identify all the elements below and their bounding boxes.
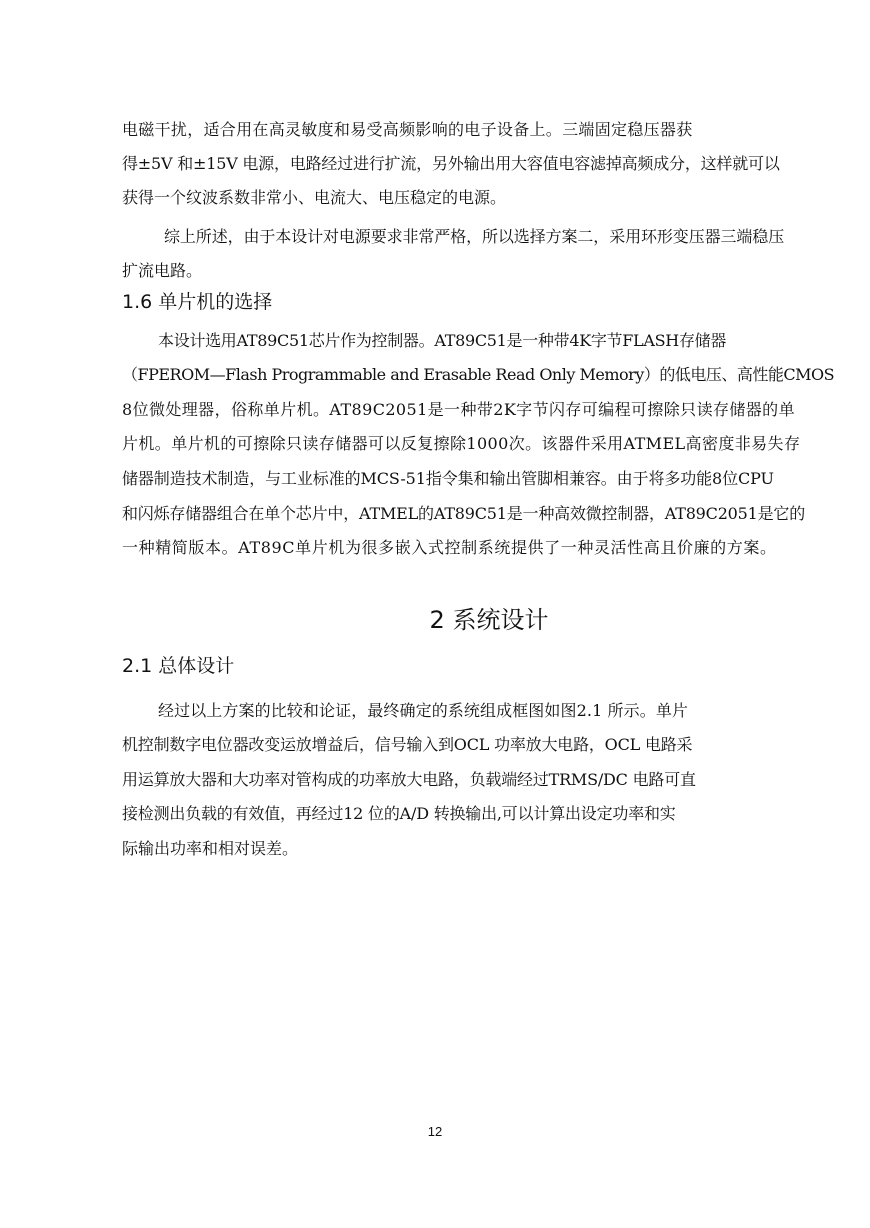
text-line: 片机。单片机的可擦除只读存储器可以反复擦除1000次。该器件采用ATMEL高密度非易失存 <box>122 434 801 453</box>
text-line: 扩流电路。 <box>122 261 203 280</box>
text-line: 机控制数字电位器改变运放增益后，信号输入到OCL 功率放大电路，OCL 电路采 <box>122 735 693 754</box>
page-number: 12 <box>427 1124 443 1139</box>
text-line: 和闪烁存储器组合在单个芯片中，ATMEL的AT89C51是一种高效微控制器，AT89C2051是它的 <box>122 504 806 523</box>
text-line: 综上所述，由于本设计对电源要求非常严格，所以选择方案二，采用环形变压器三端稳压 <box>164 227 785 246</box>
text-line: 储器制造技术制造，与工业标准的MCS-51指令集和输出管脚相兼容。由于将多功能8位CPU <box>122 469 774 488</box>
text-line: （FPEROM—Flash Programmable and Erasable Read Only Memory）的低电压、高性能CMOS <box>122 365 835 384</box>
text-line: 接检测出负载的有效值，再经过12 位的A/D 转换输出,可以计算出设定功率和实 <box>122 804 676 823</box>
text-line: 一种精简版本。AT89C单片机为很多嵌入式控制系统提供了一种灵活性高且价廉的方案。 <box>122 538 777 557</box>
section-heading-1-6: 1.6 单片机的选择 <box>122 291 273 313</box>
chapter-heading: 2 系统设计 <box>429 606 549 634</box>
text-line: 经过以上方案的比较和论证，最终确定的系统组成框图如图2.1 所示。单片 <box>158 701 689 720</box>
section-heading-2-1: 2.1 总体设计 <box>122 655 235 677</box>
text-line: 8位微处理器，俗称单片机。AT89C2051是一种带2K字节闪存可编程可擦除只读存储器的单 <box>122 400 795 419</box>
text-line: 获得一个纹波系数非常小、电流大、电压稳定的电源。 <box>122 188 507 207</box>
text-line: 本设计选用AT89C51芯片作为控制器。AT89C51是一种带4K字节FLASH存储器 <box>158 331 727 350</box>
text-line: 用运算放大器和大功率对管构成的功率放大电路，负载端经过TRMS/DC 电路可直 <box>122 770 696 789</box>
text-line: 得±5V 和±15V 电源，电路经过进行扩流，另外输出用大容值电容滤掉高频成分，这样就可以 <box>122 154 780 173</box>
text-line: 际输出功率和相对误差。 <box>122 839 299 858</box>
text-line: 电磁干扰，适合用在高灵敏度和易受高频影响的电子设备上。三端固定稳压器获 <box>122 120 693 139</box>
